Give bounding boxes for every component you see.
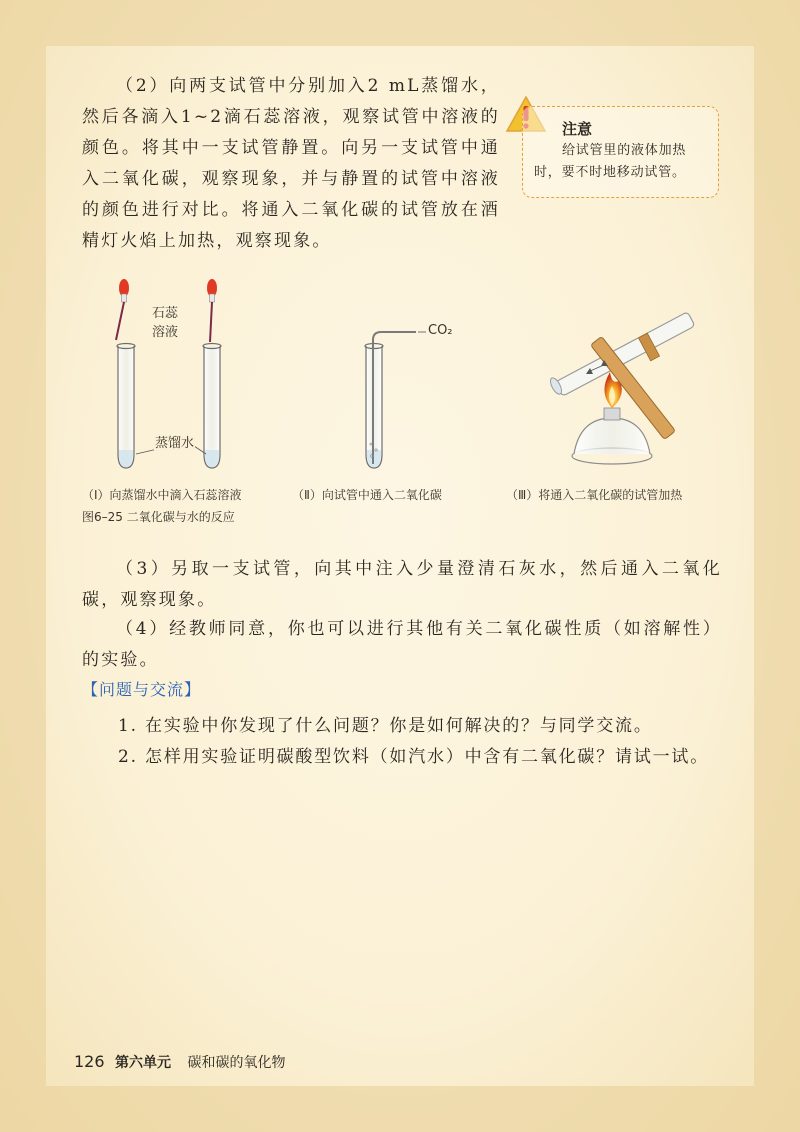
discussion-heading: 【问题与交流】 [82, 680, 202, 699]
paragraph-step-2: （2）向两支试管中分别加入2 mL蒸馏水，然后各滴入1~2滴石蕊溶液，观察试管中溶液的颜色。将其中一支试管静置。向另一支试管中通入二氧化碳，观察现象，并与静置的试管中溶液的颜色进行对比。将通入二氧化碳的试管放在酒精灯火焰上加热，观察现象。 [82, 76, 500, 251]
test-tube-co2 [365, 332, 426, 468]
caption-1: （Ⅰ）向蒸馏水中滴入石蕊溶液 [82, 488, 242, 502]
heating-apparatus [548, 312, 695, 464]
paragraph-step-4: （4）经教师同意，你也可以进行其他有关二氧化碳性质（如溶解性）的实验。 [82, 619, 722, 670]
footer-unit: 第六单元 [115, 1055, 171, 1071]
test-tube-1 [117, 344, 135, 469]
label-litmus [152, 302, 178, 340]
label-distilled-water-text: 蒸馏水 [155, 436, 195, 451]
caption-3: （Ⅲ）将通入二氧化碳的试管加热 [506, 488, 683, 502]
page-footer [74, 1052, 285, 1072]
caption-2: （Ⅱ）向试管中通入二氧化碳 [292, 488, 442, 502]
dropper-left [116, 279, 129, 340]
question-2: 2. 怎样用实验证明碳酸型饮料（如汽水）中含有二氧化碳？请试一试。 [118, 747, 710, 767]
label-litmus-line1: 石蕊 [152, 306, 179, 321]
test-tube-2 [203, 344, 221, 469]
label-distilled-water [154, 432, 195, 451]
figure-title: 图6–25 二氧化碳与水的反应 [82, 510, 235, 524]
label-co2: CO₂ [428, 323, 453, 338]
note-text: 给试管里的液体加热时，要不时地移动试管。 [534, 143, 687, 180]
dropper-right [207, 279, 217, 342]
experiment-figure [60, 268, 740, 528]
page-number: 126 [74, 1052, 105, 1071]
apparatus-illustration [60, 268, 740, 488]
question-1: 1. 在实验中你发现了什么问题？你是如何解决的？与同学交流。 [118, 716, 653, 736]
paragraph-step-3: （3）另取一支试管，向其中注入少量澄清石灰水，然后通入二氧化碳，观察现象。 [82, 559, 722, 610]
note-title: 注意 [562, 120, 593, 138]
footer-chapter: 碳和碳的氧化物 [187, 1055, 286, 1071]
label-litmus-line2: 溶液 [152, 325, 179, 340]
